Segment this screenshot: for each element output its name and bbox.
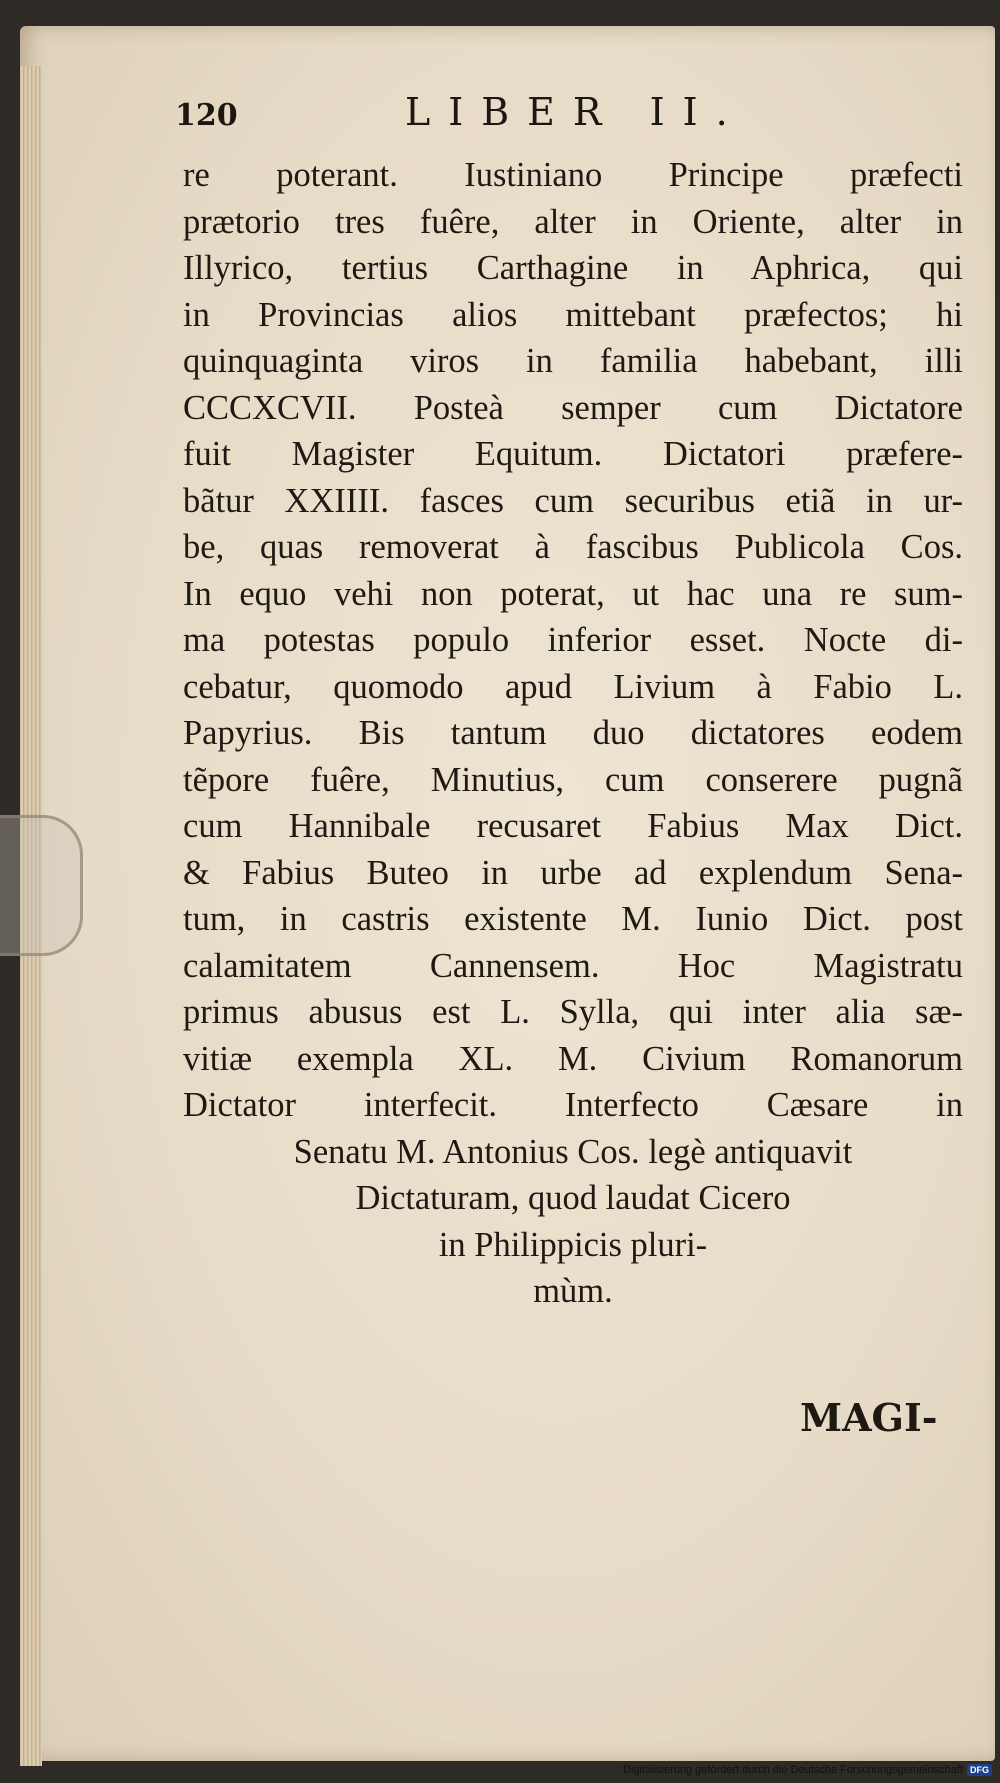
- text-line: bãtur XXIIII. fasces cum securibus etiã in ur-: [183, 481, 963, 520]
- text-line: quinquaginta viros in familia habebant, illi: [183, 342, 963, 380]
- closing-line: mùm.: [533, 1272, 613, 1310]
- running-title: LIBER II.: [405, 90, 746, 134]
- text-line: tẽpore fuêre, Minutius, cum conserere pugnã: [183, 760, 963, 799]
- text-line: cebatur, quomodo apud Livium à Fabio L.: [183, 667, 963, 706]
- text-line: calamitatem Cannensem. Hoc Magistratu: [183, 946, 963, 985]
- dfg-logo: DFG: [967, 1764, 992, 1776]
- text-line: primus abusus est L. Sylla, qui inter alia sæ-: [183, 993, 963, 1031]
- body-text: [183, 152, 963, 1315]
- closing-line: Dictaturam, quod laudat Cicero: [355, 1179, 791, 1217]
- text-line: be, quas removerat à fascibus Publicola Cos.: [183, 528, 963, 566]
- catchword: MAGI-: [800, 1395, 938, 1440]
- text-line: CCCXCVII. Posteà semper cum Dictatore: [183, 388, 963, 427]
- text-line: ma potestas populo inferior esset. Nocte di-: [183, 621, 963, 659]
- text-line: prætorio tres fuêre, alter in Oriente, alter in: [183, 202, 963, 241]
- digitization-footer: [623, 1761, 992, 1779]
- text-line: & Fabius Buteo in urbe ad explendum Sena-: [183, 853, 963, 892]
- text-line: in Provincias alios mittebant præfectos; hi: [183, 295, 963, 334]
- text-line: re poterant. Iustiniano Principe præfecti: [183, 156, 963, 194]
- text-line: Papyrius. Bis tantum duo dictatores eodem: [183, 714, 963, 752]
- footer-credit: Digitalisierung gefördert durch die Deutsche Forschungsgemeinschaft: [623, 1764, 963, 1776]
- text-line: In equo vehi non poterat, ut hac una re sum-: [183, 574, 963, 613]
- text-line: tum, in castris existente M. Iunio Dict. post: [183, 900, 963, 938]
- text-line: Dictator interfecit. Interfecto Cæsare in: [183, 1086, 963, 1124]
- page-clip: [0, 815, 83, 956]
- text-line: Illyrico, tertius Carthagine in Aphrica, qui: [183, 249, 963, 287]
- text-line: fuit Magister Equitum. Dictatori præfere-: [183, 435, 963, 473]
- page-header: [175, 90, 975, 140]
- text-line: cum Hannibale recusaret Fabius Max Dict.: [183, 807, 963, 845]
- closing-line: Senatu M. Antonius Cos. legè antiquavit: [293, 1132, 853, 1171]
- text-line: vitiæ exempla XL. M. Civium Romanorum: [183, 1039, 963, 1078]
- page-number: 120: [175, 98, 238, 133]
- closing-line: in Philippicis pluri-: [438, 1225, 708, 1264]
